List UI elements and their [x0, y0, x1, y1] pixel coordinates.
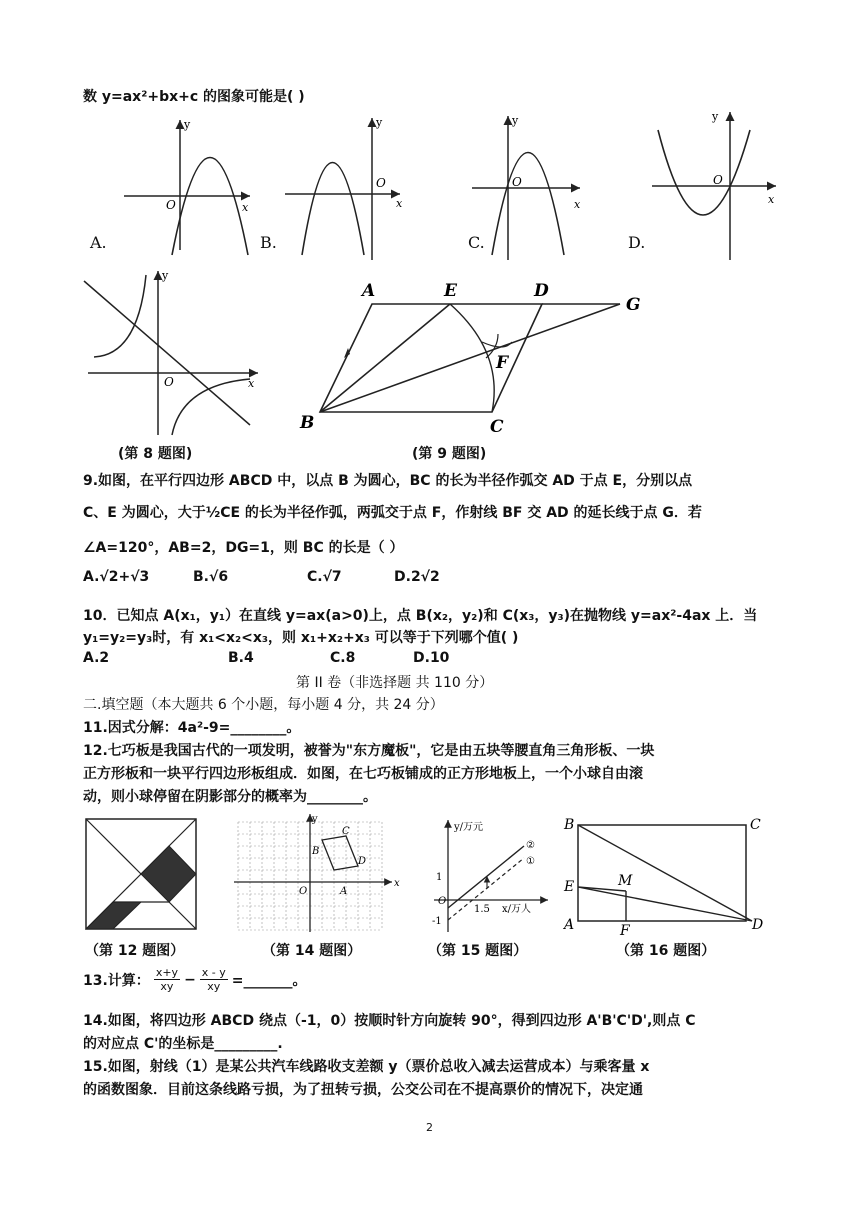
- svg-text:O: O: [438, 896, 447, 907]
- svg-text:F: F: [620, 923, 630, 935]
- svg-text:B: B: [300, 413, 315, 433]
- q9-caption: (第 9 题图): [412, 446, 487, 462]
- q8-option-c: C.: [468, 233, 485, 252]
- q12-line3: 动，则小球停留在阴影部分的概率为________。: [83, 789, 377, 805]
- q12-tangram-figure: [85, 818, 197, 930]
- option-c-graph: [472, 114, 581, 260]
- fig15-tick-1-5: 1.5: [474, 904, 490, 915]
- q8-option-a: A.: [90, 233, 107, 252]
- q8-stem: 数 y=ax²+bx+c 的图象可能是( ): [83, 89, 305, 105]
- q9-option-d: D.2√2: [394, 569, 440, 585]
- fig15-ylabel: y/万元: [454, 822, 484, 833]
- q10-option-c: C.8: [330, 650, 356, 666]
- q16-caption: （第 16 题图）: [616, 943, 716, 959]
- svg-text:D: D: [534, 281, 549, 301]
- q11-text: 11.因式分解：4a²-9=________。: [83, 720, 301, 736]
- q13-frac1-den: xy: [160, 980, 174, 993]
- section2-title: 二.填空题（本大题共 6 个小题，每小题 4 分，共 24 分）: [83, 697, 444, 713]
- option-b-graph: [285, 116, 403, 260]
- q16-figure: [562, 815, 772, 935]
- svg-text:A: A: [362, 281, 376, 301]
- svg-text:O: O: [713, 173, 723, 187]
- q8-option-b: B.: [260, 233, 277, 252]
- q8-option-d: D.: [628, 233, 646, 252]
- q13-fraction-1: [154, 966, 180, 993]
- q13-frac1-num: x+y: [155, 966, 179, 979]
- svg-text:x: x: [396, 197, 403, 210]
- svg-text:C: C: [490, 417, 504, 437]
- fig15-tick-1: 1: [436, 872, 443, 883]
- svg-text:B: B: [564, 817, 575, 833]
- svg-text:A: A: [340, 886, 348, 897]
- q13-fraction-2: [200, 966, 228, 993]
- svg-text:C: C: [342, 826, 350, 837]
- svg-text:D: D: [358, 856, 367, 867]
- q10-line2: y₁=y₂=y₃时，有 x₁<x₂<x₃，则 x₁+x₂+x₃ 可以等于下列哪个值( ): [83, 630, 519, 646]
- svg-text:B: B: [312, 846, 320, 857]
- svg-text:E: E: [444, 281, 457, 301]
- q10-option-b: B.4: [228, 650, 254, 666]
- svg-text:O: O: [376, 176, 386, 190]
- q13-minus: −: [184, 971, 196, 988]
- q14-caption: （第 14 题图）: [262, 943, 362, 959]
- page-number: 2: [426, 1121, 433, 1134]
- svg-text:O: O: [166, 198, 176, 212]
- option-a-graph: [124, 118, 250, 255]
- q12-line1: 12.七巧板是我国古代的一项发明，被誉为"东方魔板"，它是由五块等腰直角三角形板、一块: [83, 743, 655, 759]
- fig15-series-1: ①: [526, 856, 535, 867]
- q10-option-d: D.10: [413, 650, 450, 666]
- q14-line2: 的对应点 C'的坐标是_________.: [83, 1036, 283, 1052]
- q12-line2: 正方形板和一块平行四边形板组成．如图，在七巧板铺成的正方形地板上，一个小球自由滚: [83, 766, 643, 782]
- svg-text:y: y: [712, 110, 719, 123]
- q8-caption: (第 8 题图): [118, 446, 193, 462]
- option-d-graph: [652, 110, 776, 260]
- svg-text:y: y: [376, 116, 383, 129]
- q13-frac2-num: x - y: [201, 966, 226, 979]
- part2-title: 第 II 卷（非选择题 共 110 分）: [296, 675, 494, 691]
- q12-caption: （第 12 题图）: [85, 943, 185, 959]
- svg-text:x: x: [768, 193, 775, 206]
- q15-line2: 的函数图象．目前这条线路亏损，为了扭转亏损，公交公司在不提高票价的情况下，决定通: [83, 1082, 643, 1098]
- q10-option-a: A.2: [83, 650, 110, 666]
- q9-option-c: C.√7: [307, 569, 342, 585]
- svg-text:y: y: [512, 114, 519, 127]
- q13: [83, 966, 307, 993]
- q9-option-a: A.√2+√3: [83, 569, 150, 585]
- svg-text:y: y: [184, 118, 191, 131]
- svg-text:G: G: [626, 295, 641, 315]
- q9-figure: [290, 272, 660, 437]
- q14-grid-figure: [232, 812, 404, 936]
- fig15-series-2: ②: [526, 840, 535, 851]
- svg-text:O: O: [512, 175, 522, 189]
- q15-figure: [432, 816, 552, 934]
- q13-suffix: =_______。: [231, 972, 307, 989]
- q13-prefix: 13.计算：: [83, 972, 150, 989]
- svg-text:C: C: [750, 817, 761, 833]
- q9-line1: 9.如图，在平行四边形 ABCD 中，以点 B 为圆心，BC 的长为半径作弧交 AD 于点 E，分别以点: [83, 473, 693, 489]
- q8-figure: [80, 265, 270, 440]
- q10-line1: 10．已知点 A(x₁，y₁）在直线 y=ax(a>0)上，点 B(x₂，y₂)和 C(x₃，y₃)在抛物线 y=ax²-4ax 上．当: [83, 608, 758, 624]
- q8-option-graphs: [80, 110, 800, 260]
- svg-text:A: A: [564, 917, 575, 933]
- svg-text:M: M: [618, 873, 633, 889]
- svg-text:O: O: [164, 375, 174, 389]
- q9-line3: ∠A=120°，AB=2，DG=1，则 BC 的长是（ ）: [83, 540, 404, 556]
- svg-text:x: x: [574, 198, 581, 211]
- svg-text:x: x: [242, 201, 249, 214]
- svg-text:E: E: [564, 879, 575, 895]
- fig15-xlabel: x/万人: [502, 904, 532, 915]
- svg-text:y: y: [162, 269, 169, 282]
- q9-line2: C、E 为圆心，大于½CE 的长为半径作弧，两弧交于点 F，作射线 BF 交 AD 的延长线于点 G．若: [83, 505, 702, 521]
- svg-text:D: D: [752, 917, 764, 933]
- q13-frac2-den: xy: [207, 980, 221, 993]
- q14-line1: 14.如图，将四边形 ABCD 绕点（-1，0）按顺时针方向旋转 90°，得到四边形 A'B'C'D',则点 C: [83, 1013, 696, 1029]
- svg-text:x: x: [248, 377, 255, 390]
- fig15-tick-neg1: -1: [432, 916, 442, 927]
- svg-text:O: O: [299, 886, 308, 897]
- svg-text:F: F: [496, 353, 509, 373]
- svg-text:y: y: [312, 814, 318, 825]
- svg-text:x: x: [394, 878, 400, 889]
- q15-line1: 15.如图，射线（1）是某公共汽车线路收支差额 y（票价总收入减去运营成本）与乘客量 x: [83, 1059, 650, 1075]
- q15-caption: （第 15 题图）: [428, 943, 528, 959]
- q9-option-b: B.√6: [193, 569, 229, 585]
